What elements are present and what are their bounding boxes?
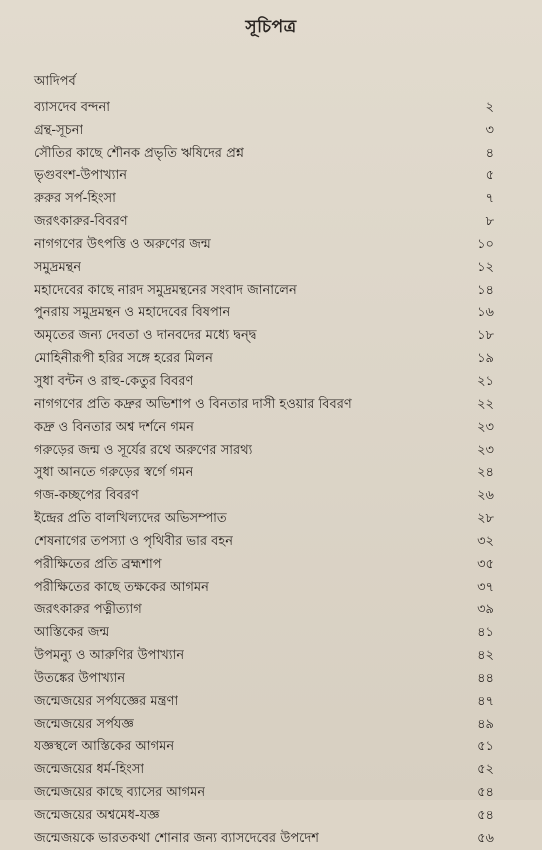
toc-entry bbox=[34, 370, 494, 393]
toc-entry-page: ৪২ bbox=[477, 648, 494, 664]
toc-entry-title: পুনরায় সমুদ্রমন্থন ও মহাদেবের বিষপান bbox=[34, 305, 231, 321]
toc-entry-page: ৫ bbox=[485, 168, 494, 184]
toc-entry-title: সৌতির কাছে শৌনক প্রভৃতি ঋষিদের প্রশ্ন bbox=[34, 145, 244, 161]
toc-entry bbox=[34, 324, 494, 347]
toc-entry bbox=[34, 804, 494, 827]
toc-entry-title: জন্মেজয়ের ধর্ম-হিংসা bbox=[34, 762, 145, 778]
toc-entry-title: গজ-কচ্ছপের বিবরণ bbox=[34, 488, 139, 504]
toc-entry-title: ইন্দ্রের প্রতি বালখিল্যদের অভিসম্পাত bbox=[34, 511, 227, 527]
toc-entry bbox=[34, 576, 494, 599]
toc-entry bbox=[34, 599, 494, 622]
toc-entry bbox=[34, 439, 494, 462]
toc-entry-title: আস্তিকের জন্ম bbox=[34, 625, 110, 641]
toc-entry-page: ১৬ bbox=[477, 305, 494, 321]
toc-entry bbox=[34, 142, 494, 165]
toc-entry-page: ৩৯ bbox=[477, 602, 494, 618]
toc-entry bbox=[34, 462, 494, 485]
toc-entry-title: কদ্রু ও বিনতার অশ্ব দর্শনে গমন bbox=[34, 419, 194, 435]
toc-entry-page: ৫২ bbox=[477, 762, 494, 778]
toc-entry-page: ২১ bbox=[477, 373, 494, 389]
toc-entry bbox=[34, 302, 494, 325]
section-heading: আদিপর্ব bbox=[34, 74, 76, 89]
toc-entry-title: মহাদেবের কাছে নারদ সমুদ্রমন্থনের সংবাদ জানালেন bbox=[34, 282, 297, 298]
toc-entry-page: ৩ bbox=[485, 122, 494, 138]
toc-entry bbox=[34, 210, 494, 233]
toc-entry-page: ১৮ bbox=[477, 328, 494, 344]
toc-entry-page: ২৩ bbox=[477, 419, 494, 435]
toc-entry-page: ১০ bbox=[477, 236, 494, 252]
toc-entry bbox=[34, 736, 494, 759]
toc-entry-title: শেষনাগের তপস্যা ও পৃথিবীর ভার বহন bbox=[34, 533, 233, 549]
toc-entry-title: সমুদ্রমন্থন bbox=[34, 259, 82, 275]
toc-entry-title: মোহিনীরূপী হরির সঙ্গে হরের মিলন bbox=[34, 351, 213, 367]
toc-entry bbox=[34, 484, 494, 507]
toc-entry-title: গ্রন্থ-সূচনা bbox=[34, 122, 84, 138]
toc-entry-page: ১৯ bbox=[477, 351, 494, 367]
toc-entry bbox=[34, 713, 494, 736]
toc-entry-page: ২৪ bbox=[477, 465, 494, 481]
toc-entry-title: জন্মেজয়ের সর্পযজ্ঞ bbox=[34, 716, 134, 732]
toc-entry-title: পরীক্ষিতের কাছে তক্ষকের আগমন bbox=[34, 579, 209, 595]
toc-entry-page: ৪১ bbox=[477, 625, 494, 641]
toc-entry-title: উপমন্যু ও আরুণির উপাখ্যান bbox=[34, 648, 185, 664]
toc-entry-title: জন্মেজয়কে ভারতকথা শোনার জন্য ব্যাসদেবের উপদেশ bbox=[34, 830, 319, 846]
toc-entry-title: উতঙ্কের উপাখ্যান bbox=[34, 670, 126, 686]
toc-entry bbox=[34, 416, 494, 439]
toc-entry-title: পরীক্ষিতের প্রতি ব্রহ্মশাপ bbox=[34, 556, 162, 572]
toc-entry-title: গরুড়ের জন্ম ও সূর্যের রথে অরুণের সারথ্য bbox=[34, 442, 253, 458]
toc-entry-title: জন্মেজয়ের সর্পযজ্ঞের মন্ত্রণা bbox=[34, 693, 179, 709]
toc-entry-page: ৫৪ bbox=[477, 785, 494, 801]
toc-entry-page: ৪৪ bbox=[477, 670, 494, 686]
toc-entry bbox=[34, 347, 494, 370]
toc-entry bbox=[34, 667, 494, 690]
toc-entry bbox=[34, 781, 494, 804]
toc-entry-page: ৪৭ bbox=[477, 693, 494, 709]
toc-entry-page: ৫৬ bbox=[477, 830, 494, 846]
toc-entry bbox=[34, 393, 494, 416]
toc-entry-page: ৪৯ bbox=[477, 716, 494, 732]
toc-entry-page: ২৬ bbox=[477, 488, 494, 504]
toc-entry-title: সুধা আনতে গরুড়ের স্বর্গে গমন bbox=[34, 465, 194, 481]
toc-entry-page: ৭ bbox=[485, 191, 494, 207]
toc-entry-title: নাগগণের প্রতি কদ্রুর অভিশাপ ও বিনতার দাসী হওয়ার বিবরণ bbox=[34, 396, 352, 412]
toc-entry bbox=[34, 507, 494, 530]
toc-entry-page: ৫১ bbox=[477, 739, 494, 755]
toc-entry bbox=[34, 279, 494, 302]
toc-entry bbox=[34, 758, 494, 781]
toc-entry bbox=[34, 233, 494, 256]
toc-entry-page: ৫৪ bbox=[477, 808, 494, 823]
toc-entry-title: অমৃতের জন্য দেবতা ও দানবদের মধ্যে দ্বন্দ্ব bbox=[34, 328, 257, 344]
toc-entry bbox=[34, 165, 494, 188]
toc-entry-page: ৩৫ bbox=[477, 556, 494, 572]
toc-entry-page: ৪ bbox=[485, 145, 494, 161]
toc-entry-title: রুরুর সর্প-হিংসা bbox=[34, 191, 116, 207]
toc-entry bbox=[34, 119, 494, 142]
toc-entry-title: জরৎকারুর পত্নীত্যাগ bbox=[34, 602, 142, 618]
toc-entry-title: জন্মেজয়ের কাছে ব্যাসের আগমন bbox=[34, 785, 206, 801]
toc-list bbox=[34, 96, 494, 850]
toc-entry-page: ২ bbox=[485, 99, 494, 115]
toc-entry bbox=[34, 827, 494, 850]
toc-entry bbox=[34, 621, 494, 644]
toc-entry bbox=[34, 530, 494, 553]
toc-entry-page: ৩২ bbox=[477, 533, 494, 549]
toc-entry-page: ১২ bbox=[477, 259, 494, 275]
toc-entry bbox=[34, 553, 494, 576]
toc-entry bbox=[34, 187, 494, 210]
toc-entry-page: ৮ bbox=[485, 214, 494, 230]
toc-entry-page: ১৪ bbox=[477, 282, 494, 298]
toc-entry-title: সুধা বন্টন ও রাহু-কেতুর বিবরণ bbox=[34, 373, 194, 389]
toc-entry bbox=[34, 644, 494, 667]
toc-entry-page: ৩৭ bbox=[477, 579, 494, 595]
toc-entry-title: যজ্ঞস্থলে আস্তিকের আগমন bbox=[34, 739, 175, 755]
toc-entry-page: ২৮ bbox=[477, 511, 494, 527]
toc-entry bbox=[34, 256, 494, 279]
toc-entry-title: নাগগণের উৎপত্তি ও অরুণের জন্ম bbox=[34, 236, 211, 252]
toc-entry-page: ২৩ bbox=[477, 442, 494, 458]
toc-entry-title: জন্মেজয়ের অশ্বমেধ-যজ্ঞ bbox=[34, 808, 160, 823]
toc-entry-title: জরৎকারুর-বিবরণ bbox=[34, 214, 128, 230]
toc-entry-page: ২২ bbox=[477, 396, 494, 412]
toc-entry-title: ভৃগুবংশ-উপাখ্যান bbox=[34, 168, 127, 184]
page-title: সূচিপত্র bbox=[245, 17, 297, 37]
toc-entry-title: ব্যাসদেব বন্দনা bbox=[34, 99, 110, 115]
toc-entry bbox=[34, 96, 494, 119]
toc-entry bbox=[34, 690, 494, 713]
